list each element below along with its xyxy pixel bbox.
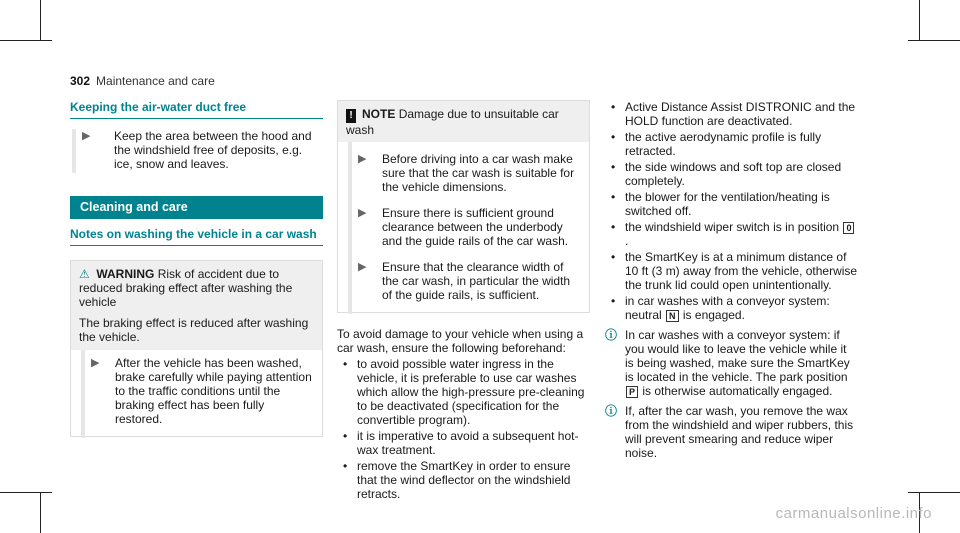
gear-n-key-icon: N xyxy=(666,310,679,322)
step-text: Ensure there is sufficient ground clearance between the underbody and the guide rails of the car wash. xyxy=(382,206,569,248)
instruction-step xyxy=(70,129,323,171)
intro-text: To avoid damage to your vehicle when using a car wash, ensure the following beforehand: xyxy=(337,327,584,355)
crop-mark xyxy=(40,493,41,533)
arrow-icon: ▶ xyxy=(91,357,100,369)
note-title: Damage due to unsuitable car wash xyxy=(346,107,559,137)
step-bar xyxy=(348,142,352,196)
list-item-text: the windshield wiper switch is in position xyxy=(625,220,840,234)
bullet-icon: • xyxy=(611,160,616,174)
list-item xyxy=(605,190,858,218)
position-key-icon: 0 xyxy=(843,222,854,234)
crop-mark xyxy=(908,40,960,41)
warning-header xyxy=(71,261,322,313)
info-text: In car washes with a conveyor system: if you would like to leave the vehicle while it is being washed, make sure the SmartKey is located in the vehicle. The park position xyxy=(625,328,850,384)
list-item xyxy=(605,250,858,292)
list-item-text: is engaged. xyxy=(682,308,745,322)
note-box xyxy=(337,100,590,313)
chapter-title: Maintenance and care xyxy=(96,74,215,88)
info-note xyxy=(605,328,858,398)
arrow-icon: ▶ xyxy=(358,153,367,165)
bullet-icon: • xyxy=(343,429,348,443)
arrow-icon: ▶ xyxy=(358,207,367,219)
note-step xyxy=(338,194,589,248)
list-item-text: to avoid possible water ingress in the vehicle, it is preferable to use car washes which allow the high-pressure pre-cleaning to be deactivated (specification for the convertible program). xyxy=(357,357,585,427)
bullet-icon: • xyxy=(611,220,616,234)
step-text: Ensure that the clearance width of the car wash, in particular the width of the guide rails, is sufficient. xyxy=(382,260,571,302)
info-note xyxy=(605,404,858,460)
list-item-text: remove the SmartKey in order to ensure that the wind deflector on the windshield retracts. xyxy=(357,459,571,501)
page-header xyxy=(70,74,215,88)
list-item xyxy=(337,357,590,427)
column-3 xyxy=(605,100,858,460)
step-text: After the vehicle has been washed, brake carefully while paying attention to the traffic conditions until the braking effect has been fully restored. xyxy=(115,356,312,426)
note-label: NOTE xyxy=(362,107,396,121)
gear-p-key-icon: P xyxy=(626,386,638,398)
warning-step xyxy=(71,350,322,436)
page-number: 302 xyxy=(70,74,91,88)
note-header xyxy=(338,101,589,142)
note-step xyxy=(338,142,589,194)
step-bar xyxy=(81,350,85,438)
warning-label: WARNING xyxy=(96,267,155,281)
column-2 xyxy=(337,100,590,503)
step-bar xyxy=(72,129,76,173)
warning-triangle-icon: ⚠ xyxy=(79,267,90,281)
bullet-icon: • xyxy=(343,357,348,371)
info-text: If, after the car wash, you remove the wax from the windshield and wiper rubbers, this will prevent smearing and reduce wiper noise. xyxy=(625,404,854,460)
bullet-icon: • xyxy=(611,190,616,204)
list-item-text: the active aerodynamic profile is fully retracted. xyxy=(625,130,822,158)
step-text: Before driving into a car wash make sure that the car wash is suitable for the vehicle dimensions. xyxy=(382,152,575,194)
crop-mark xyxy=(0,492,52,493)
arrow-icon: ▶ xyxy=(358,261,367,273)
warning-title: Risk of accident due to reduced braking effect after washing the vehicle xyxy=(79,267,293,309)
subheading: Notes on washing the vehicle in a car wash xyxy=(70,227,323,246)
step-bar xyxy=(348,248,352,314)
arrow-icon: ▶ xyxy=(82,130,91,142)
crop-mark xyxy=(0,40,52,41)
section-heading: Keeping the air-water duct free xyxy=(70,100,323,119)
info-icon: ⓘ xyxy=(605,328,618,342)
list-item xyxy=(605,160,858,188)
watermark: carmanualsonline.info xyxy=(775,505,932,522)
list-item-text: the blower for the ventilation/heating is switched off. xyxy=(625,190,830,218)
bullet-list xyxy=(337,357,590,501)
crop-mark xyxy=(919,0,920,40)
step-bar xyxy=(348,194,352,250)
list-item xyxy=(337,459,590,501)
bullet-icon: • xyxy=(611,250,616,264)
list-item-text: in car washes with a conveyor system: neutral xyxy=(625,294,830,322)
list-item xyxy=(605,100,858,128)
warning-box xyxy=(70,260,323,437)
list-item-text: it is imperative to avoid a subsequent hot-wax treatment. xyxy=(357,429,579,457)
list-item xyxy=(337,429,590,457)
list-item-text: the side windows and soft top are closed completely. xyxy=(625,160,842,188)
info-text: is otherwise automatically engaged. xyxy=(642,384,833,398)
column-1 xyxy=(70,100,323,437)
note-icon: ! xyxy=(346,109,356,123)
crop-mark xyxy=(908,492,960,493)
step-text: Keep the area between the hood and the windshield free of deposits, e.g. ice, snow and leaves. xyxy=(114,129,312,171)
bullet-icon: • xyxy=(611,294,616,308)
crop-mark xyxy=(40,0,41,40)
note-step xyxy=(338,248,589,312)
list-item-text: the SmartKey is at a minimum distance of 10 ft (3 m) away from the vehicle, otherwise the trunk lid could open unintentionally. xyxy=(625,250,858,292)
list-item: • the windshield wiper switch is in position 0. xyxy=(605,220,858,248)
list-item xyxy=(605,294,858,322)
bullet-icon: • xyxy=(611,130,616,144)
section-bar: Cleaning and care xyxy=(70,196,323,219)
bullet-icon: • xyxy=(343,459,348,473)
bullet-icon: • xyxy=(611,100,616,114)
list-item xyxy=(605,130,858,158)
warning-body: The braking effect is reduced after washing the vehicle. xyxy=(71,313,322,350)
info-icon: ⓘ xyxy=(605,404,618,418)
list-item-text: Active Distance Assist DISTRONIC and the HOLD function are deactivated. xyxy=(625,100,856,128)
